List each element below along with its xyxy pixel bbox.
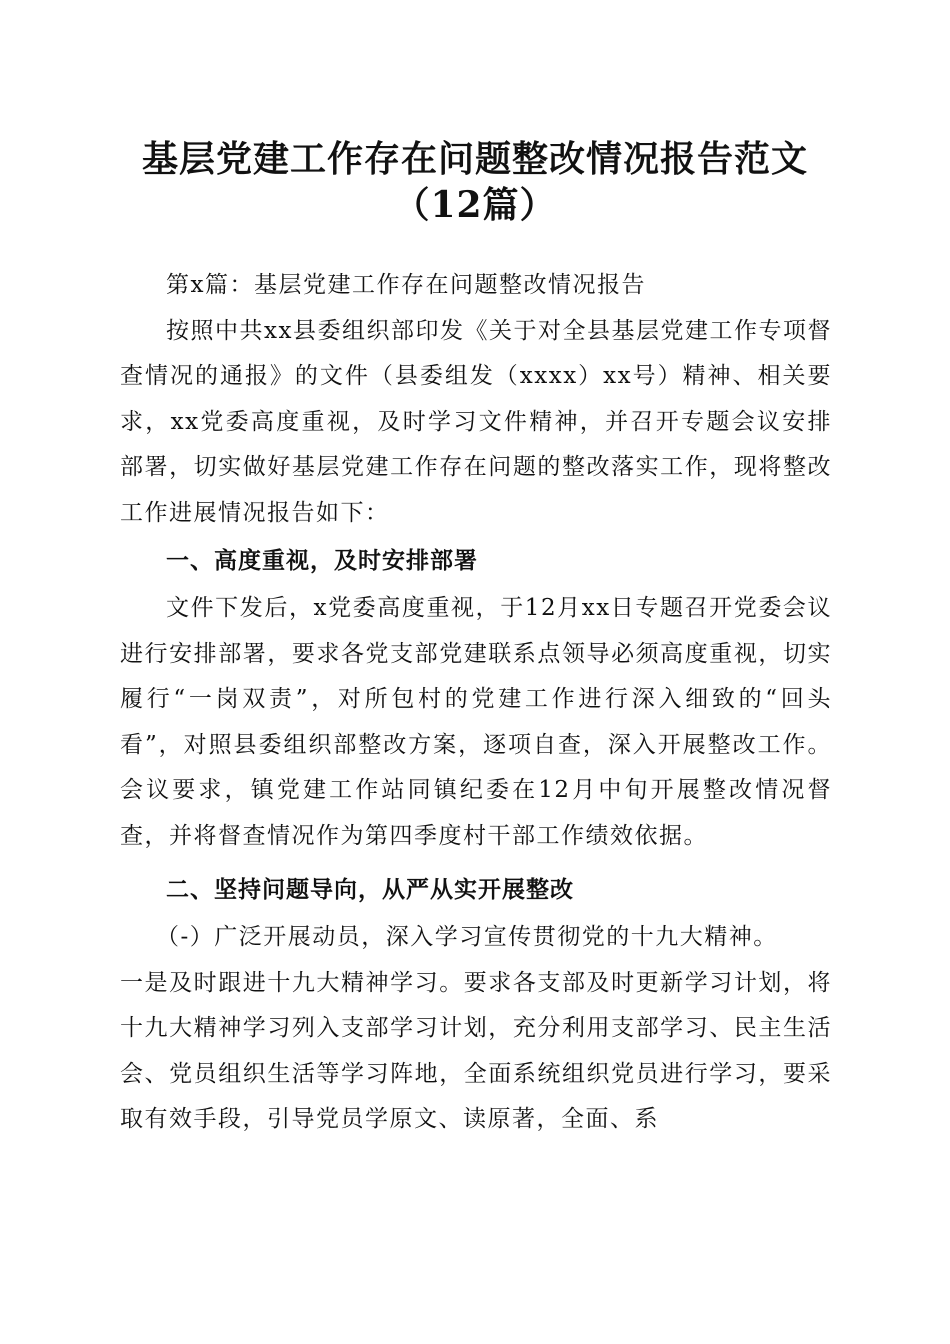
document-title: 基层党建工作存在问题整改情况报告范文（12篇）	[141, 138, 808, 226]
article-subtitle: 第x篇：基层党建工作存在问题整改情况报告	[166, 272, 646, 298]
section-2-heading: 二、坚持问题导向，从严从实开展整改	[166, 877, 574, 903]
intro-paragraph: 按照中共xx县委组织部印发《关于对全县基层党建工作专项督查情况的通报》的文件（县委组发（xxxx）xx号）精神、相关要求，xx党委高度重视，及时学习文件精神，并召开专题会议安排部署，切实做好基层党建工作存在问题的整改落实工作，现将整改工作进展情况报告如下：	[120, 317, 832, 526]
document-body	[120, 263, 832, 1143]
section-2-paragraph: 一是及时跟进十九大精神学习。要求各支部及时更新学习计划，将十九大精神学习列入支部学习计划，充分利用支部学习、民主生活会、党员组织生活等学习阵地，全面系统组织党员进行学习，要采取有效手段，引导党员学原文、读原著，全面、系	[120, 969, 832, 1132]
section-2-subheading: （-）广泛开展动员，深入学习宣传贯彻党的十九大精神。	[156, 924, 778, 950]
section-1-heading: 一、高度重视，及时安排部署	[166, 548, 478, 574]
section-1-paragraph: 文件下发后，x党委高度重视，于12月xx日专题召开党委会议进行安排部署，要求各党支部党建联系点领导必须高度重视，切实履行“一岗双责”，对所包村的党建工作进行深入细致的“回头看”，对照县委组织部整改方案，逐项自查，深入开展整改工作。会议要求，镇党建工作站同镇纪委在12月中旬开展整改情况督查，并将督查情况作为第四季度村干部工作绩效依据。	[120, 595, 832, 849]
